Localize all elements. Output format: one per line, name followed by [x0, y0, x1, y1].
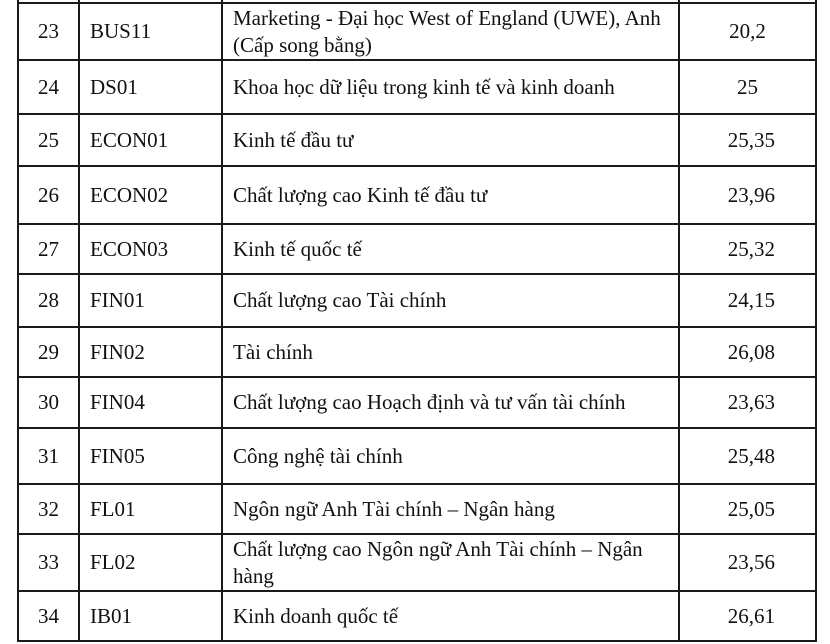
cutoff-score: 25	[679, 60, 816, 114]
program-code: DS01	[79, 60, 222, 114]
table-row	[18, 534, 816, 591]
row-number: 26	[18, 166, 79, 224]
row-number: 25	[18, 114, 79, 166]
program-code: ECON02	[79, 166, 222, 224]
program-name: Chất lượng cao Tài chính	[222, 274, 679, 327]
row-number: 30	[18, 377, 79, 428]
row-number: 34	[18, 591, 79, 641]
program-name: Kinh doanh quốc tế	[222, 591, 679, 641]
program-code: IB01	[79, 591, 222, 641]
program-name: Khoa học dữ liệu trong kinh tế và kinh doanh	[222, 60, 679, 114]
cutoff-score: 25,32	[679, 224, 816, 274]
row-number: 33	[18, 534, 79, 591]
cutoff-score: 23,56	[679, 534, 816, 591]
program-code: FL01	[79, 484, 222, 534]
cutoff-score: 20,2	[679, 3, 816, 60]
row-number: 27	[18, 224, 79, 274]
admission-score-table	[17, 0, 817, 642]
cutoff-score: 24,15	[679, 274, 816, 327]
program-name: Kinh tế quốc tế	[222, 224, 679, 274]
cutoff-score: 23,63	[679, 377, 816, 428]
program-code: ECON03	[79, 224, 222, 274]
cutoff-score: 23,96	[679, 166, 816, 224]
program-name: Tài chính	[222, 327, 679, 377]
row-number: 32	[18, 484, 79, 534]
cutoff-score: 25,05	[679, 484, 816, 534]
row-number: 28	[18, 274, 79, 327]
program-name: Marketing - Đại học West of England (UWE), Anh (Cấp song bằng)	[222, 3, 679, 60]
program-code: FIN02	[79, 327, 222, 377]
program-code: FIN05	[79, 428, 222, 484]
table-row	[18, 377, 816, 428]
program-name: Chất lượng cao Kinh tế đầu tư	[222, 166, 679, 224]
cutoff-score: 25,35	[679, 114, 816, 166]
program-name: Chất lượng cao Hoạch định và tư vấn tài chính	[222, 377, 679, 428]
table-row	[18, 274, 816, 327]
program-name: Công nghệ tài chính	[222, 428, 679, 484]
table-row	[18, 166, 816, 224]
cutoff-score: 25,48	[679, 428, 816, 484]
table-row	[18, 114, 816, 166]
table-row	[18, 428, 816, 484]
cutoff-score: 26,61	[679, 591, 816, 641]
table-row	[18, 3, 816, 60]
program-code: FIN04	[79, 377, 222, 428]
program-name: Ngôn ngữ Anh Tài chính – Ngân hàng	[222, 484, 679, 534]
cutoff-score: 26,08	[679, 327, 816, 377]
row-number: 29	[18, 327, 79, 377]
program-code: FL02	[79, 534, 222, 591]
program-code: BUS11	[79, 3, 222, 60]
program-name: Kinh tế đầu tư	[222, 114, 679, 166]
row-number: 23	[18, 3, 79, 60]
program-name: Chất lượng cao Ngôn ngữ Anh Tài chính – Ngân hàng	[222, 534, 679, 591]
program-code: FIN01	[79, 274, 222, 327]
table-row	[18, 484, 816, 534]
row-number: 31	[18, 428, 79, 484]
program-code: ECON01	[79, 114, 222, 166]
row-number: 24	[18, 60, 79, 114]
table-row	[18, 591, 816, 641]
table-row	[18, 60, 816, 114]
table-row	[18, 224, 816, 274]
table-row	[18, 327, 816, 377]
